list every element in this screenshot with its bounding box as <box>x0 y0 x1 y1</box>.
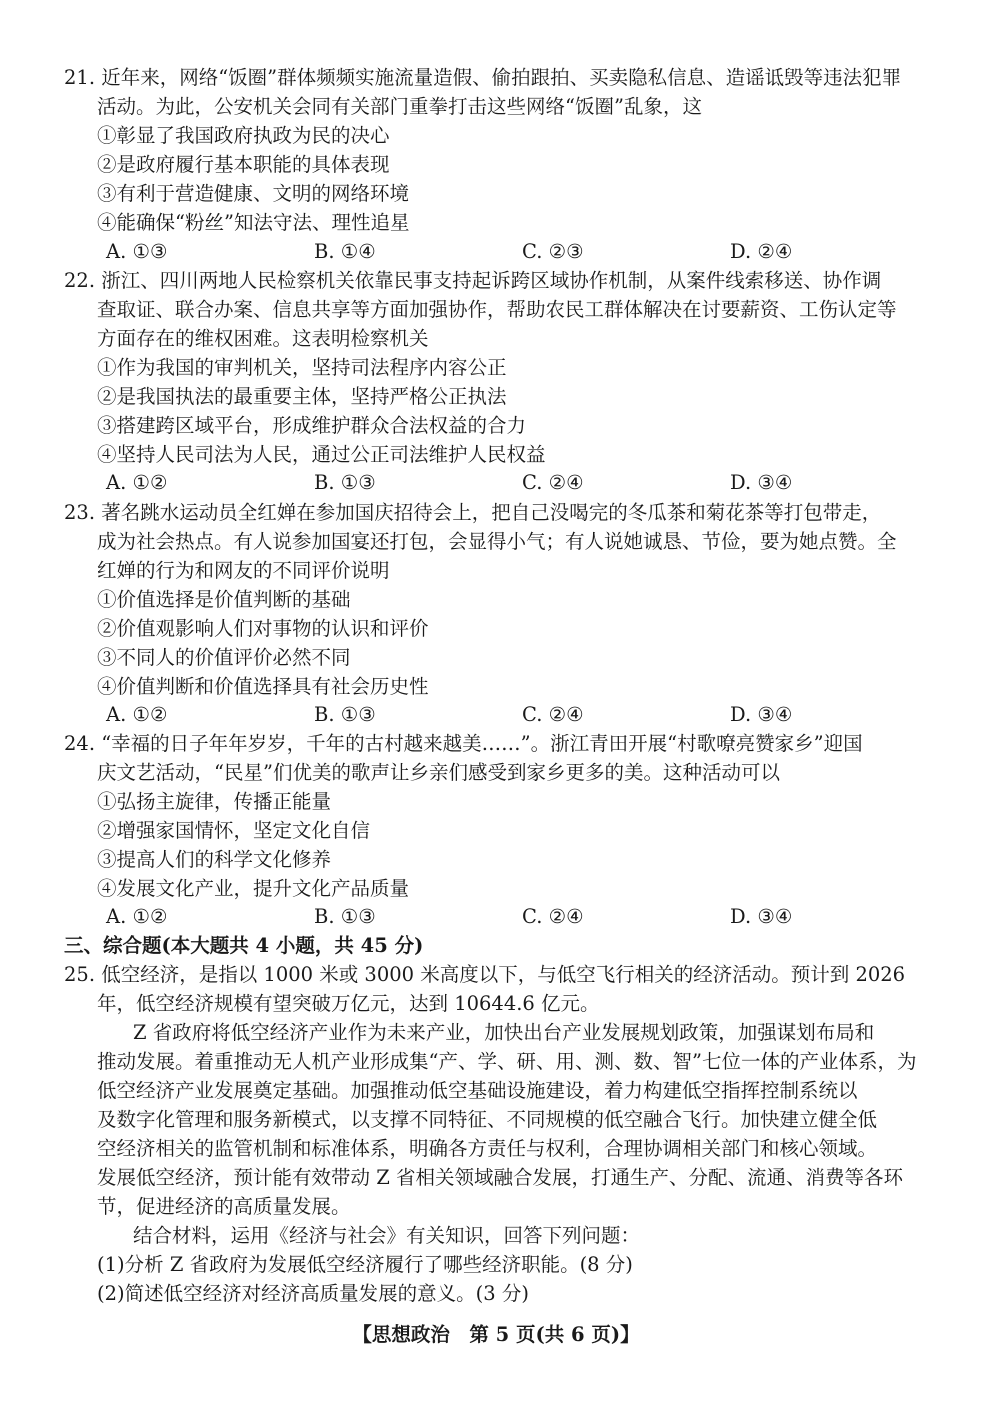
q24-choice-d[interactable]: D. ③④ <box>730 905 793 928</box>
q21-choices <box>106 239 866 265</box>
q21-item-3: ③有利于营造健康、文明的网络环境 <box>97 182 410 205</box>
q25-material-line-7: 节，促进经济的高质量发展。 <box>97 1195 351 1218</box>
q25-material-line-1: Z 省政府将低空经济产业作为未来产业，加快出台产业发展规划政策，加强谋划布局和 <box>133 1021 875 1044</box>
q25-material-line-6: 发展低空经济，预计能有效带动 Z 省相关领域融合发展，打通生产、分配、流通、消费等各环 <box>97 1166 903 1189</box>
q24-item-1: ①弘扬主旋律，传播正能量 <box>97 790 332 813</box>
q25-material-line-5: 空经济相关的监管机制和标准体系，明确各方责任与权利，合理协调相关部门和核心领域。 <box>97 1137 878 1160</box>
q21-item-4: ④能确保“粉丝”知法守法、理性追星 <box>97 211 410 234</box>
q25-subquestion-1: (1)分析 Z 省政府为发展低空经济履行了哪些经济职能。(8 分) <box>97 1253 633 1276</box>
q23-item-1: ①价值选择是价值判断的基础 <box>97 588 351 611</box>
q25-material-line-2: 推动发展。着重推动无人机产业形成集“产、学、研、用、测、数、智”七位一体的产业体系，为 <box>97 1050 917 1073</box>
q22-choice-d[interactable]: D. ③④ <box>730 471 793 494</box>
q22-item-4: ④坚持人民司法为人民，通过公正司法维护人民权益 <box>97 443 546 466</box>
q23-choice-c[interactable]: C. ②④ <box>522 703 584 726</box>
q23-item-2: ②价值观影响人们对事物的认识和评价 <box>97 617 429 640</box>
q21-item-1: ①彰显了我国政府执政为民的决心 <box>97 124 390 147</box>
q21-choice-c[interactable]: C. ②③ <box>522 240 584 263</box>
q24-choice-a[interactable]: A. ①② <box>106 905 168 928</box>
q25-material-line-4: 及数字化管理和服务新模式，以支撑不同特征、不同规模的低空融合飞行。加快建立健全低 <box>97 1108 878 1131</box>
q22-choice-c[interactable]: C. ②④ <box>522 471 584 494</box>
q25-prompt: 结合材料，运用《经济与社会》有关知识，回答下列问题： <box>133 1224 641 1247</box>
q23-choices <box>106 702 866 728</box>
q22-choice-a[interactable]: A. ①② <box>106 471 168 494</box>
q24-choice-c[interactable]: C. ②④ <box>522 905 584 928</box>
q21-choice-d[interactable]: D. ②④ <box>730 240 793 263</box>
q24-item-4: ④发展文化产业，提升文化产品质量 <box>97 877 410 900</box>
q22-item-2: ②是我国执法的最重要主体，坚持严格公正执法 <box>97 385 507 408</box>
q22-item-1: ①作为我国的审判机关，坚持司法程序内容公正 <box>97 356 507 379</box>
q23-stem-line-2: 成为社会热点。有人说参加国宴还打包，会显得小气；有人说她诚恳、节俭，要为她点赞。全 <box>97 530 897 553</box>
q22-choices <box>106 470 866 496</box>
q24-choices <box>106 904 866 930</box>
q22-stem-line-3: 方面存在的维权困难。这表明检察机关 <box>97 327 429 350</box>
q21-choice-a[interactable]: A. ①③ <box>106 240 168 263</box>
q25-stem-line-1: 25. 低空经济，是指以 1000 米或 3000 米高度以下，与低空飞行相关的经济活动。预计到 2026 <box>64 963 906 986</box>
q25-stem-line-2: 年，低空经济规模有望突破万亿元，达到 10644.6 亿元。 <box>97 992 600 1015</box>
q22-item-3: ③搭建跨区域平台，形成维护群众合法权益的合力 <box>97 414 527 437</box>
q23-item-3: ③不同人的价值评价必然不同 <box>97 646 351 669</box>
q23-stem-line-3: 红婵的行为和网友的不同评价说明 <box>97 559 390 582</box>
q25-subquestion-2: (2)简述低空经济对经济高质量发展的意义。(3 分) <box>97 1282 529 1305</box>
page-footer: 【思想政治 第 5 页(共 6 页)】 <box>352 1323 640 1346</box>
q21-item-2: ②是政府履行基本职能的具体表现 <box>97 153 390 176</box>
q23-choice-d[interactable]: D. ③④ <box>730 703 793 726</box>
q23-choice-a[interactable]: A. ①② <box>106 703 168 726</box>
q23-item-4: ④价值判断和价值选择具有社会历史性 <box>97 675 429 698</box>
q22-choice-b[interactable]: B. ①③ <box>314 471 376 494</box>
q24-item-2: ②增强家国情怀，坚定文化自信 <box>97 819 371 842</box>
q21-choice-b[interactable]: B. ①④ <box>314 240 376 263</box>
q25-material-line-3: 低空经济产业发展奠定基础。加强推动低空基础设施建设，着力构建低空指挥控制系统以 <box>97 1079 858 1102</box>
q21-stem-line-2: 活动。为此，公安机关会同有关部门重拳打击这些网络“饭圈”乱象，这 <box>97 95 702 118</box>
q24-item-3: ③提高人们的科学文化修养 <box>97 848 332 871</box>
q22-stem-line-1: 22. 浙江、四川两地人民检察机关依靠民事支持起诉跨区域协作机制，从案件线索移送、协作调 <box>64 269 882 292</box>
section-3-heading: 三、综合题(本大题共 4 小题，共 45 分) <box>64 934 424 957</box>
q24-stem-line-2: 庆文艺活动，“民星”们优美的歌声让乡亲们感受到家乡更多的美。这种活动可以 <box>97 761 780 784</box>
q23-choice-b[interactable]: B. ①③ <box>314 703 376 726</box>
q21-stem-line-1: 21. 近年来，网络“饭圈”群体频频实施流量造假、偷拍跟拍、买卖隐私信息、造谣诋毁等违法犯罪 <box>64 66 902 89</box>
q24-choice-b[interactable]: B. ①③ <box>314 905 376 928</box>
q24-stem-line-1: 24. “幸福的日子年年岁岁，千年的古村越来越美……”。浙江青田开展“村歌嘹亮赞家乡”迎国 <box>64 732 863 755</box>
q22-stem-line-2: 查取证、联合办案、信息共享等方面加强协作，帮助农民工群体解决在讨要薪资、工伤认定等 <box>97 298 897 321</box>
q23-stem-line-1: 23. 著名跳水运动员全红婵在参加国庆招待会上，把自己没喝完的冬瓜茶和菊花茶等打包带走， <box>64 501 882 524</box>
